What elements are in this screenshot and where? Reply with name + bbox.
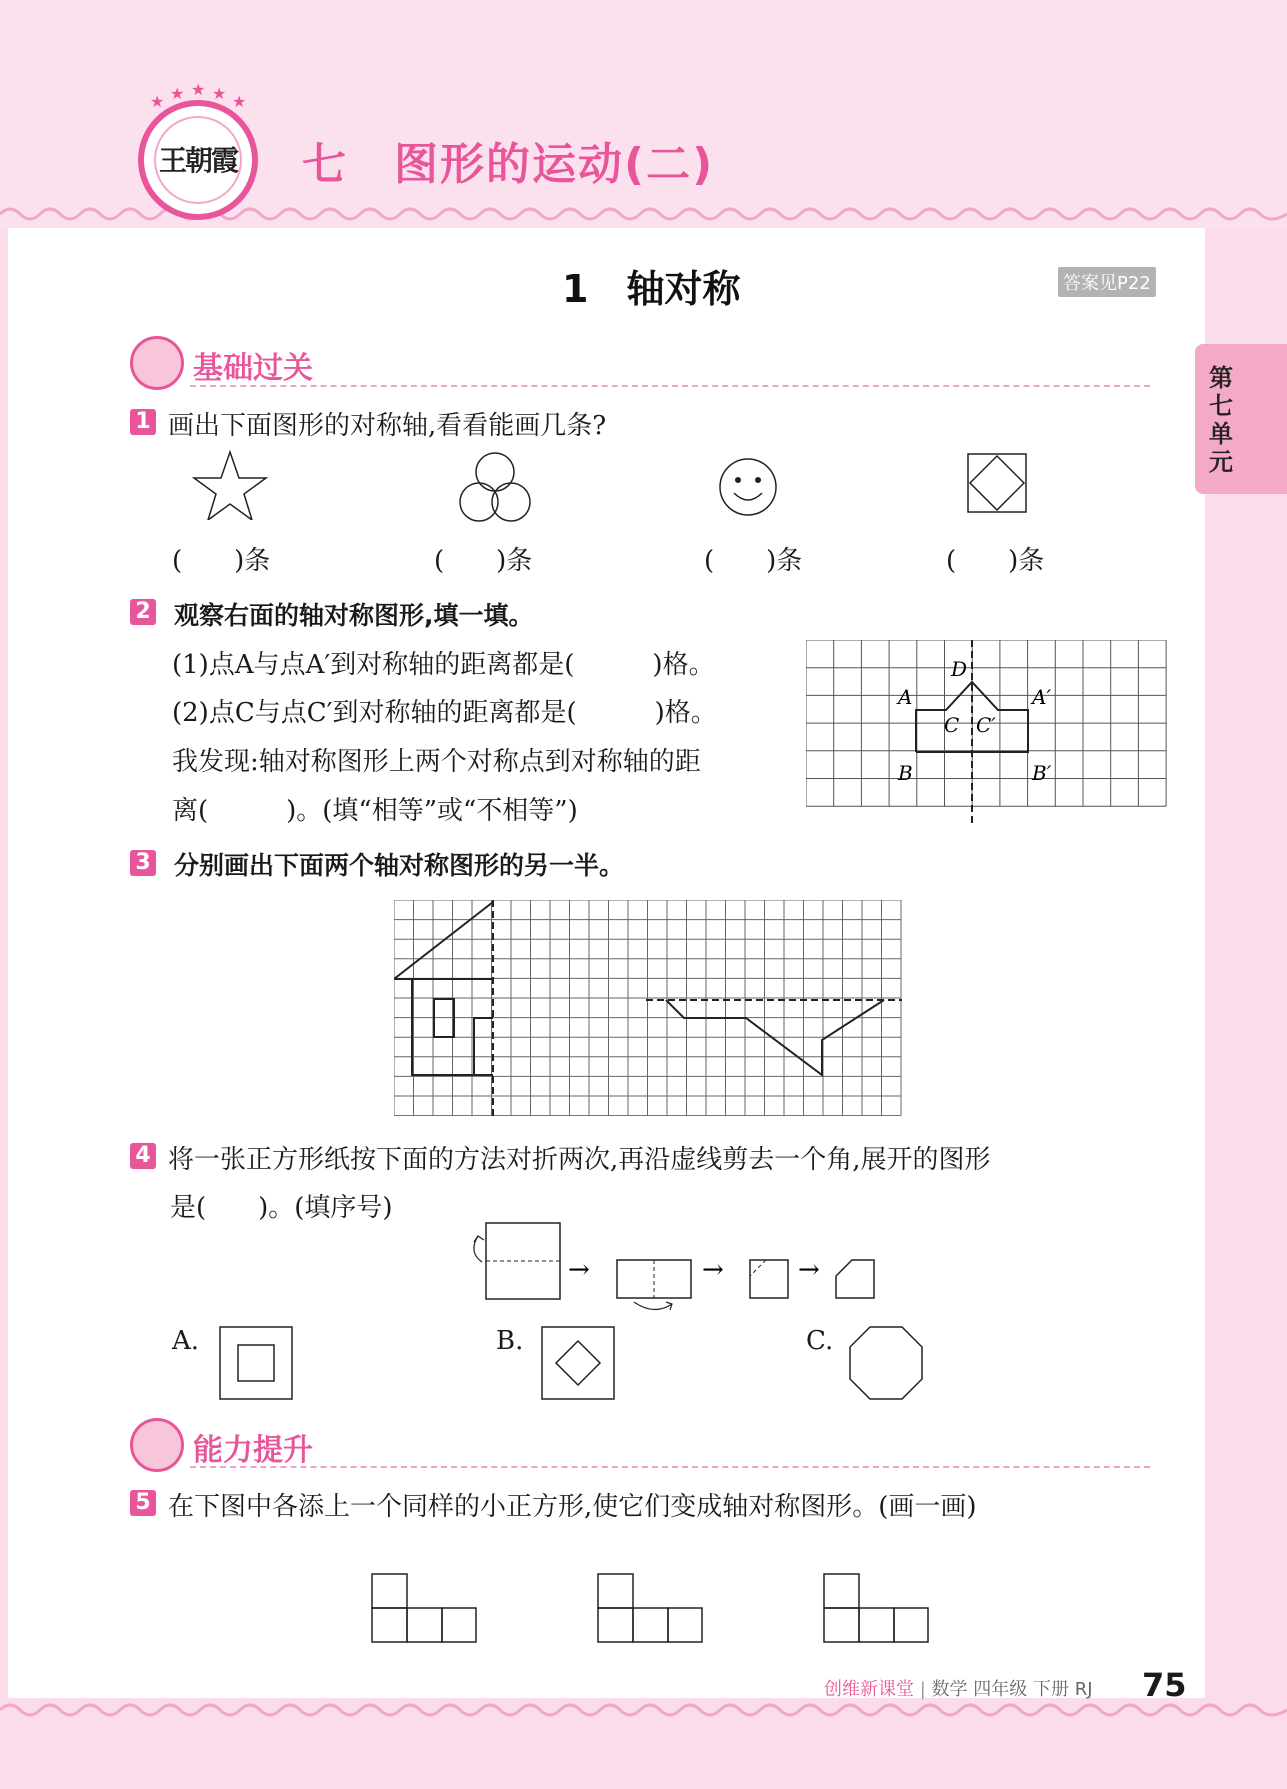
subject: 数学 (931, 1679, 968, 1700)
star-icon: ★ (232, 92, 247, 111)
folding-steps-diagram (460, 1218, 880, 1318)
point-label: A′ (1032, 685, 1051, 709)
square-figure-2 (596, 1572, 704, 1644)
footer-line: 创维新课堂 | 数学 四年级 下册 RJ (824, 1679, 1093, 1700)
answer-blank[interactable]: ( )条 (172, 546, 271, 576)
question-line: 离( )。(填“相等”或“不相等”) (172, 796, 578, 826)
arrow-icon: → (798, 1255, 820, 1285)
question-text: 画出下面图形的对称轴,看看能画几条? (168, 411, 607, 441)
option-c-figure[interactable] (848, 1325, 924, 1401)
bottom-wave-border (0, 1700, 1287, 1720)
logo-text: 王朝霞 (158, 144, 237, 177)
question-line: (1)点A与点A′到对称轴的距离都是( )格。 (172, 650, 715, 680)
half-figures-grid (394, 900, 902, 1116)
smiley-face-figure (716, 455, 780, 519)
point-label: B (898, 761, 913, 785)
question-number: 3 (130, 850, 156, 876)
publisher-logo (138, 100, 258, 220)
answer-blank[interactable]: ( )条 (434, 546, 533, 576)
option-label: B. (496, 1326, 524, 1356)
section-title-basic: 基础过关 (193, 351, 313, 386)
arrow-icon: → (568, 1255, 590, 1285)
option-b-figure[interactable] (540, 1325, 616, 1401)
point-label: C′ (976, 713, 996, 737)
point-label: B′ (1032, 761, 1052, 785)
answer-reference-badge: 答案见P22 (1058, 267, 1156, 297)
question-number: 5 (130, 1490, 156, 1516)
star-shape-figure (190, 448, 270, 520)
point-label: A (898, 685, 913, 709)
side-tab-label: 第七单元 (1209, 364, 1233, 476)
question-number: 4 (130, 1143, 156, 1169)
symmetry-grid-figure (806, 640, 1168, 826)
star-icon: ★ (150, 92, 165, 111)
question-text: 将一张正方形纸按下面的方法对折两次,再沿虚线剪去一个角,展开的图形 (168, 1145, 991, 1175)
question-number: 1 (130, 409, 156, 435)
question-text: 在下图中各添上一个同样的小正方形,使它们变成轴对称图形。(画一画) (168, 1492, 977, 1522)
question-line: (2)点C与点C′到对称轴的距离都是( )格。 (172, 698, 717, 728)
character-icon (130, 1418, 184, 1472)
answer-blank[interactable]: ( )条 (946, 546, 1045, 576)
square-figure-1 (370, 1572, 478, 1644)
edition: RJ (1074, 1679, 1093, 1700)
section-title-advanced: 能力提升 (193, 1433, 313, 1468)
unit-side-tab (1195, 344, 1287, 494)
arrow-icon: → (702, 1255, 724, 1285)
question-text: 分别画出下面两个轴对称图形的另一半。 (174, 851, 625, 880)
option-a-figure[interactable] (218, 1325, 294, 1401)
point-label: D (951, 657, 968, 681)
star-icon: ★ (191, 80, 206, 99)
star-icon: ★ (212, 84, 227, 103)
question-line: 我发现:轴对称图形上两个对称点到对称轴的距 (172, 747, 701, 777)
question-number: 2 (130, 599, 156, 625)
volume: 下册 (1032, 1679, 1069, 1700)
section-divider (190, 1466, 1150, 1468)
point-label: C (944, 713, 960, 737)
option-label: C. (806, 1326, 834, 1356)
series-name: 创维新课堂 (824, 1679, 914, 1700)
answer-blank[interactable]: ( )条 (704, 546, 803, 576)
three-circles-figure (455, 450, 535, 526)
character-icon (130, 336, 184, 390)
square-figure-3 (822, 1572, 930, 1644)
page-number: 75 (1142, 1666, 1187, 1704)
question-text: 观察右面的轴对称图形,填一填。 (174, 601, 534, 630)
option-label: A. (172, 1326, 200, 1356)
star-icon: ★ (170, 84, 185, 103)
grade: 四年级 (973, 1679, 1028, 1700)
square-diamond-figure (966, 452, 1028, 514)
unit-title: 七 图形的运动(二) (302, 139, 715, 190)
lesson-title: 1 轴对称 (562, 267, 741, 311)
question-text: 是( )。(填序号) (170, 1193, 393, 1223)
section-divider (190, 385, 1150, 387)
